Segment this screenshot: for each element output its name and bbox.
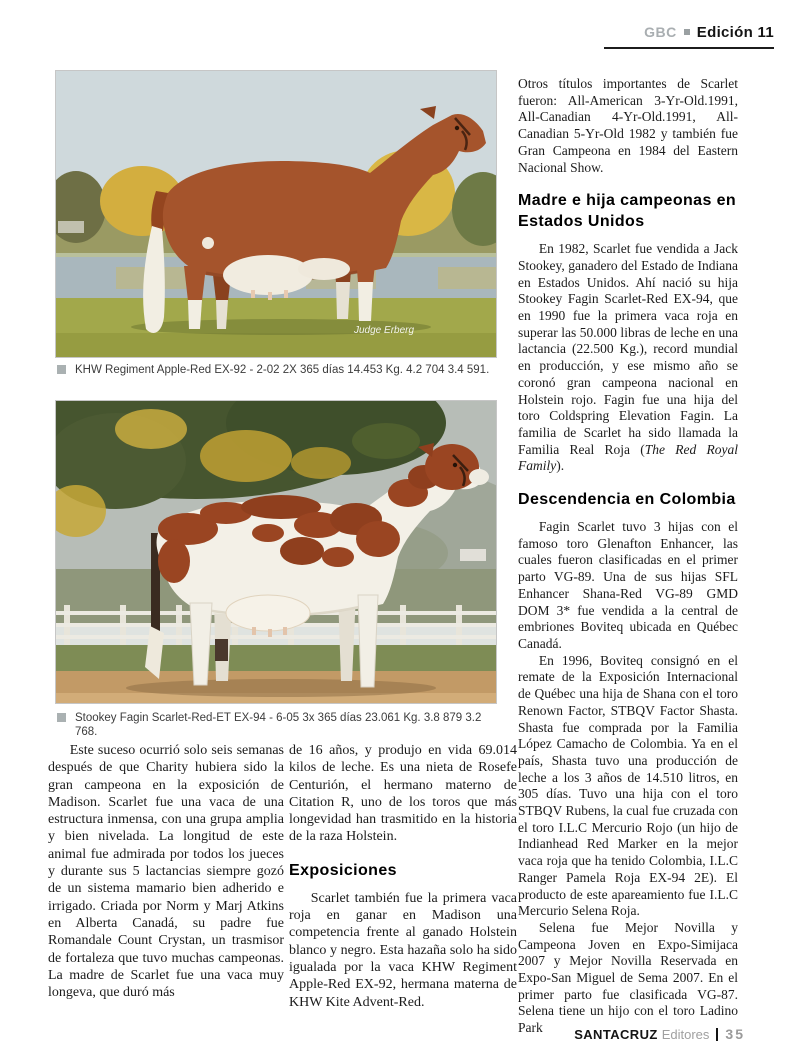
photo-patched-cow-scarlet	[55, 400, 497, 704]
header-bullet-icon	[684, 29, 690, 35]
red-cow-photo-illustration	[56, 71, 496, 357]
footer-publisher-suffix: Editores	[661, 1027, 710, 1042]
paragraph: de 16 años, y produjo en vida 69.014 kilos de leche. Es una nieta de Rosefe Centurión, el hermano materno de Citation R, uno de los toros que más longevidad han trasmitido en la historia de la raza Holstein.	[289, 743, 517, 845]
paragraph-text: En 1982, Scarlet fue vendida a Jack Stookey, ganadero del Estado de Indiana en Estados Unidos. Ahí nació su hija Stookey Fagin Scarlet-Red EX-94, que en 1990 fue la primera vaca roja en superar las 50.000 libras de leche en una lactancia (22.500 Kg.), record mundial en producción, y ese mismo año se coronó gran campeona nacional en Holstein rojo. Fagin fue una hija del toro Coldspring Elevation Fagin. La familia de Scarlet ha sido llamada la Familia Real Roja (	[518, 241, 738, 457]
italic-phrase: The Red Royal Family	[518, 441, 738, 474]
patched-cow-photo-illustration	[56, 401, 496, 703]
caption-bullet-icon	[57, 713, 66, 722]
paragraph: Otros títulos importantes de Scarlet fueron: All-American 3-Yr-Old.1991, All-Canadian 4-Yr-Old.1991, All-Canadian 5-Yr-Old 1982 y también fue Gran Campeona en 1984 del Eastern Nacional Show.	[518, 76, 738, 175]
column-middle	[289, 742, 517, 1011]
header-brand: GBC	[644, 24, 677, 40]
photo-credit-watermark: Judge Erberg	[354, 325, 415, 336]
paragraph: Scarlet también fue la primera vaca roja en ganar en Madison una competencia frente al ganado Holstein blanco y negro. Esta hazaña solo ha sido igualada por la vaca KHW Regiment Apple-Red EX-92, hermana materna de KHW Kite Advent-Red.	[289, 890, 517, 1010]
section-heading-madre-e-hija: Madre e hija campeonas en Estados Unidos	[518, 192, 737, 231]
caption-bullet-icon	[57, 365, 66, 374]
footer-publisher: SANTACRUZ	[574, 1027, 658, 1042]
page-header	[604, 24, 774, 49]
paragraph: Selena fue Mejor Novilla y Campeona Joven en Expo-Simijaca 2007 y Mejor Novilla Reservada en Expo-San Miguel de Sema 2007. En el primer parto fue clasificada VG-87. Selena tiene un hijo con el toro Ladino Park	[518, 919, 738, 1036]
section-heading-descendencia: Descendencia en Colombia	[518, 491, 736, 509]
photo1-caption-text: KHW Regiment Apple-Red EX-92 - 2-02 2X 365 días 14.453 Kg. 4.2 704 3.4 591.	[75, 364, 490, 376]
photo1-caption	[57, 363, 495, 377]
paragraph: En 1996, Boviteq consignó en el remate de la Exposición Internacional de Québec una hija de Shana con el toro Renown Factor, STBQV Factor Shasta. Shasta fue comprada por la Familia López Camacho de Colombia. Ya en el país, Shasta tuvo una producción de leche a los 3 años de 14.510 litros, en 305 días. Tuvo una hija con el toro STBQV Rubens, la cual fue cruzada con el toro I.L.C Mercurio Rojo (un hijo de Indianhead Red Marker en la mejor vaca roja que ha tenido Colombia, I.L.C Ranger Pamela Roja EX-94 2E). El producto de este apareamiento fue I.L.C Mercurio Selena Roja.	[518, 652, 738, 919]
grass-strip	[56, 645, 496, 673]
column-right	[518, 76, 738, 1037]
paragraph: Fagin Scarlet tuvo 3 hijas con el famoso toro Glenafton Enhancer, las cuales fueron clasificadas en el primer parto VG-89. Una de sus hijas SFL Enhancer Shana-Red VG-89 GMD DOM 3* fue vendida a la central de embriones Boviteq ubicada en Québec Canadá.	[518, 519, 738, 651]
footer-divider	[716, 1028, 718, 1041]
paragraph: Este suceso ocurrió solo seis semanas después de que Charity hubiera sido la gran campeona en la exposición de Madison. Scarlet fue una vaca de una estructura inmensa, con una grupa amplia y bien nivelada. La longitud de este animal fue admirada por todos los jueces y durante sus 5 lactancias siempre gozó de un sistema mamario bien adherido e irrigado. Criada por Norm y Marj Atkins en Alberta Canadá, su padre fue Romandale Count Crystan, un trasmisor de fortaleza que tuvo muchas campeonas. La madre de Scarlet fue una vaca muy longeva, que duró más	[48, 743, 284, 1001]
column-left	[48, 742, 284, 1001]
photo2-caption	[57, 711, 495, 739]
footer-page-number: 35	[725, 1026, 745, 1042]
header-edition: Edición 11	[696, 24, 774, 41]
paragraph-text: ).	[556, 458, 565, 474]
paragraph	[518, 241, 738, 475]
page-footer	[574, 1026, 745, 1042]
section-heading-exposiciones: Exposiciones	[289, 861, 397, 879]
photo-red-cow-apple	[55, 70, 497, 358]
photo2-caption-text: Stookey Fagin Scarlet-Red-ET EX-94 - 6-05 3x 365 días 23.061 Kg. 3.8 879 3.2 768.	[75, 712, 482, 738]
